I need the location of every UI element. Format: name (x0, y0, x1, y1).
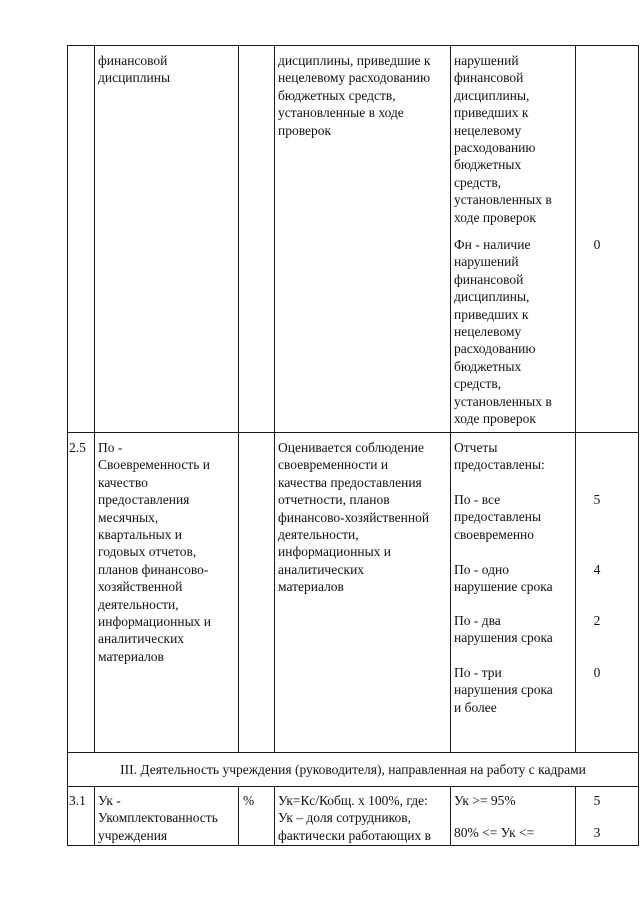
column-divider-2 (238, 45, 239, 752)
row-2-5-description: Оценивается соблюдение своевременности и качества предоставления отчетности, планов финансово-хозяйственной деятельности, информационных и аналитических материалов (278, 440, 430, 595)
column-divider-1-b (94, 786, 95, 845)
row-3-1-name: Ук - Укомплектованность учреждения (98, 793, 218, 843)
table-bottom-border (67, 845, 639, 846)
continued-criterion-2: Фн - наличие нарушений финансовой дисциплины, приведших к нецелевому расходованию бюджетных средств, установленных в ходе проверок (454, 237, 552, 427)
continued-indicator-name: финансовой дисциплины (98, 53, 171, 86)
section-divider-top (67, 752, 639, 753)
column-divider-4-b (450, 786, 451, 845)
row-divider-2-5 (67, 432, 639, 433)
table-left-border (67, 45, 68, 846)
column-divider-2-b (238, 786, 239, 845)
continued-score-2: 0 (593, 237, 601, 252)
table-top-border (67, 45, 639, 46)
row-3-1-criterion-1: Ук >= 95% (454, 793, 516, 808)
row-3-1-score-2: 3 (593, 825, 601, 840)
row-2-5-score-4: 0 (593, 665, 601, 680)
row-2-5-score-1: 5 (593, 492, 601, 507)
column-divider-5-b (575, 786, 576, 845)
row-2-5-number: 2.5 (69, 440, 86, 455)
row-2-5-criterion-2: По - одно нарушение срока (454, 562, 553, 595)
column-divider-3-b (274, 786, 275, 845)
row-2-5-criterion-3: По - два нарушения срока (454, 613, 553, 646)
section-divider-bottom (67, 786, 639, 787)
column-divider-1 (94, 45, 95, 752)
continued-description: дисциплины, приведшие к нецелевому расходованию бюджетных средств, установленные в ходе проверок (278, 53, 431, 138)
row-3-1-criterion-2: 80% <= Ук <= (454, 825, 535, 840)
row-2-5-score-2: 4 (593, 562, 601, 577)
continued-criterion-1: нарушений финансовой дисциплины, приведших к нецелевому расходованию бюджетных средств, установленных в ходе проверок (454, 53, 552, 225)
column-divider-3 (274, 45, 275, 752)
table-right-border (638, 45, 639, 846)
column-divider-4 (450, 45, 451, 752)
section-3-title: III. Деятельность учреждения (руководителя), направленная на работу с кадрами (120, 762, 586, 777)
row-3-1-score-1: 5 (593, 793, 601, 808)
row-2-5-criteria-header: Отчеты предоставлены: (454, 440, 545, 473)
row-2-5-criterion-1: По - все предоставлены своевременно (454, 492, 542, 542)
row-2-5-criterion-4: По - три нарушения срока и более (454, 665, 553, 715)
row-2-5-score-3: 2 (593, 613, 601, 628)
row-3-1-description: Ук=Кс/Кобщ. х 100%, где: Ук – доля сотрудников, фактически работающих в (278, 793, 431, 843)
column-divider-5 (575, 45, 576, 752)
row-3-1-number: 3.1 (69, 793, 86, 808)
row-2-5-name: По - Своевременность и качество предоставления месячных, квартальных и годовых отчетов, планов финансово- хозяйственной деятельности, информационных и аналитических материалов (98, 440, 212, 664)
row-3-1-unit: % (243, 793, 255, 808)
